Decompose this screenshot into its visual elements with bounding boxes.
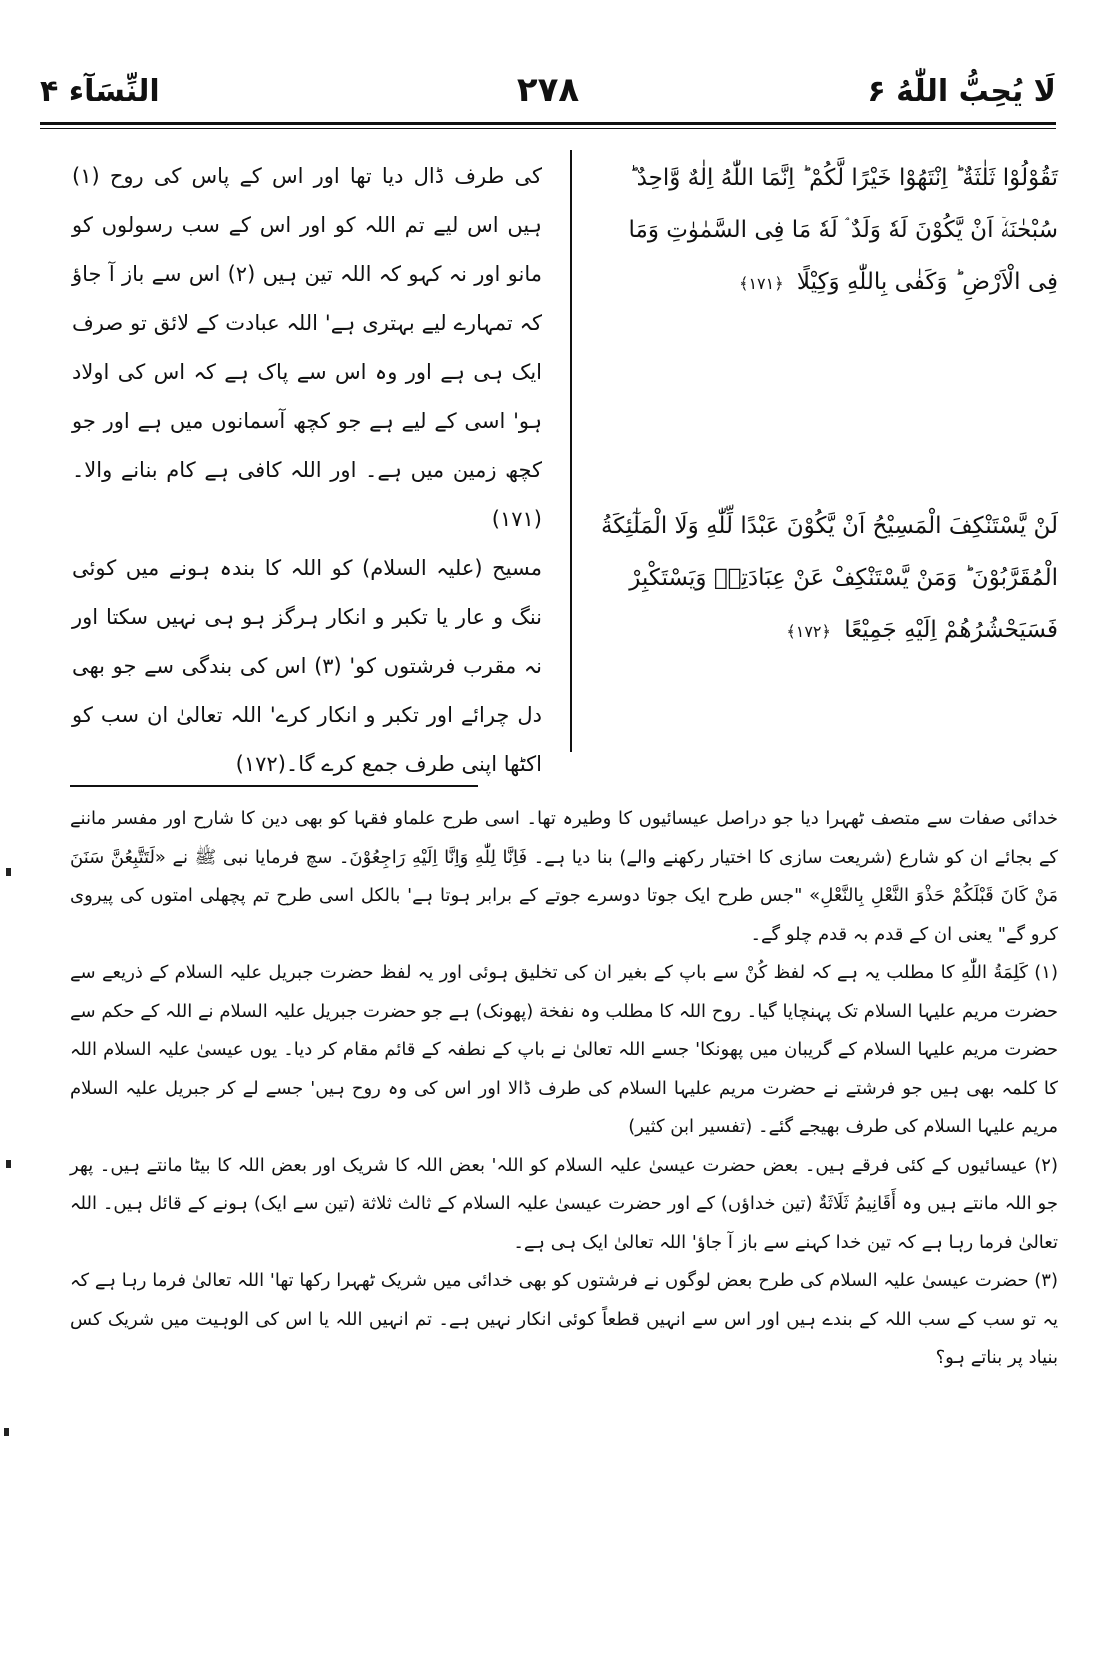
translation-column bbox=[72, 152, 542, 789]
scan-speck bbox=[4, 1428, 9, 1436]
arabic-verse-172 bbox=[598, 500, 1058, 658]
verse-text: تَقُوْلُوْا ثَلٰثَةٌ ؕ اِنْتَهُوْا خَيْرًا لَّكُمْ ؕ اِنَّمَا اللّٰهُ اِلٰهٌ وَّاحِدٌ ؕ سُبْحٰنَهٗۤ اَنْ يَّكُوْنَ لَهٗ وَلَدٌ ۘ لَهٗ مَا فِى السَّمٰوٰتِ وَمَا فِى الْاَرْضِ ؕ وَكَفٰى بِاللّٰهِ وَكِيْلًا bbox=[628, 165, 1058, 295]
footnote-separator bbox=[70, 785, 478, 787]
footnote-2: (۲) عیسائیوں کے کئی فرقے ہیں۔ بعض حضرت عیسیٰ علیہ السلام کو اللہ' بعض اللہ کا شریک اور بعض اللہ کا بیٹا مانتے ہیں۔ پھر جو اللہ مانتے ہیں وہ أَقَانِيمُ ثَلَاثَةٌ (تین خداؤں) کے اور حضرت عیسیٰ علیہ السلام کے ثالث ثلاثة (تین سے ایک) ہونے کے قائل ہیں۔ اللہ تعالیٰ فرما رہا ہے کہ تین خدا کہنے سے باز آ جاؤ' اللہ تعالیٰ ایک ہی ہے۔ bbox=[70, 1154, 1058, 1253]
footnote-3: (۳) حضرت عیسیٰ علیہ السلام کی طرح بعض لوگوں نے فرشتوں کو بھی خدائی میں شریک ٹھہرا رکھا تھا' اللہ تعالیٰ فرما رہا ہے کہ یہ تو سب کے سب اللہ کے بندے ہیں اور اس سے انہیں قطعاً کوئی انکار نہیں ہے۔ تم انہیں اللہ یا اس کی الوہیت میں شریک کس بنیاد پر بناتے ہو؟ bbox=[70, 1270, 1058, 1368]
arabic-verse-171 bbox=[598, 152, 1058, 310]
column-divider bbox=[570, 150, 572, 752]
verse-text: لَنْ يَّسْتَنْكِفَ الْمَسِيْحُ اَنْ يَّكُوْنَ عَبْدًا لِّلّٰهِ وَلَا الْمَلٰٓئِكَةُ الْمُقَرَّبُوْنَ ؕ وَمَنْ يَّسْتَنْكِفْ عَنْ عِبَادَتِهٖ وَيَسْتَكْبِرْ فَسَيَحْشُرُهُمْ اِلَيْهِ جَمِيْعًا bbox=[600, 513, 1058, 643]
footnotes-section bbox=[70, 800, 1058, 1378]
page-header bbox=[40, 70, 1056, 126]
juz-name: لَا يُحِبُّ اللّٰهُ ۶ bbox=[867, 74, 1056, 109]
header-rule bbox=[40, 122, 1056, 125]
header-rule-thin bbox=[40, 128, 1056, 129]
translation-171: کی طرف ڈال دیا تھا اور اس کے پاس کی روح (۱) ہیں اس لیے تم اللہ کو اور اس کے سب رسولوں کو مانو اور نہ کہو کہ اللہ تین ہیں (۲) اس سے باز آ جاؤ کہ تمہارے لیے بہتری ہے' اللہ عبادت کے لائق تو صرف ایک ہی ہے اور وہ اس سے پاک ہے کہ اس کی اولاد ہو' اسی کے لیے ہے جو کچھ آسمانوں میں ہے اور جو کچھ زمین میں ہے۔ اور اللہ کافی ہے کام بنانے والا۔(۱۷۱) bbox=[72, 164, 542, 531]
ayah-number-marker: ﴿۱۷۲﴾ bbox=[786, 622, 831, 641]
footnote-1: (۱) كَلِمَةُ اللّٰهِ کا مطلب یہ ہے کہ لفظ كُنْ سے باپ کے بغیر ان کی تخلیق ہوئی اور یہ لفظ حضرت جبریل علیہ السلام کے ذریعے سے حضرت مریم علیہا السلام تک پہنچایا گیا۔ روح اللہ کا مطلب وہ نفخة (پھونک) ہے جو حضرت جبریل علیہ السلام نے اللہ کے حکم سے حضرت مریم علیہا السلام کے گریبان میں پھونکا' جسے اللہ تعالیٰ نے باپ کے نطفہ کے قائم مقام کر دیا۔ یوں عیسیٰ علیہ السلام اللہ کا کلمہ بھی ہیں جو فرشتے نے حضرت مریم علیہا السلام کی طرف ڈالا اور اس کی وہ روح ہیں' جسے لے کر جبریل علیہ السلام مریم علیہا السلام کی طرف بھیجے گئے۔ (تفسیر ابن کثیر) bbox=[70, 962, 1058, 1137]
surah-name: النِّسَآء ۴ bbox=[40, 74, 160, 109]
footnote-continuation: خدائی صفات سے متصف ٹھہرا دیا جو دراصل عیسائیوں کا وطیرہ تھا۔ اسی طرح علماو فقہا کو بھی دین کا شارح اور مفسر ماننے کے بجائے ان کو شارع (شریعت سازی کا اختیار رکھنے والے) بنا دیا ہے۔ فَاِنَّا لِلّٰهِ وَاِنَّا اِلَيْهِ رَاجِعُوْنَ۔ سچ فرمایا نبی ﷺ نے «لَتَتَّبِعُنَّ سَنَنَ مَنْ كَانَ قَبْلَكُمْ حَذْوَ النَّعْلِ بِالنَّعْلِ» "جس طرح ایک جوتا دوسرے جوتے کے برابر ہوتا ہے' بالکل اسی طرح تم پچھلی امتوں کی پیروی کرو گے" یعنی ان کے قدم بہ قدم چلو گے۔ bbox=[70, 808, 1058, 945]
page-number: ۲۷۸ bbox=[516, 70, 580, 110]
translation-172: مسیح (علیہ السلام) کو اللہ کا بندہ ہونے میں کوئی ننگ و عار یا تکبر و انکار ہرگز ہو ہی نہیں سکتا اور نہ مقرب فرشتوں کو' (۳) اس کی بندگی سے جو بھی دل چرائے اور تکبر و انکار کرے' اللہ تعالیٰ ان سب کو اکٹھا اپنی طرف جمع کرے گا۔(۱۷۲) bbox=[72, 556, 542, 776]
arabic-text-column bbox=[598, 152, 1058, 643]
scan-speck bbox=[6, 868, 11, 876]
scan-speck bbox=[6, 1160, 11, 1168]
ayah-number-marker: ﴿۱۷۱﴾ bbox=[739, 274, 784, 293]
